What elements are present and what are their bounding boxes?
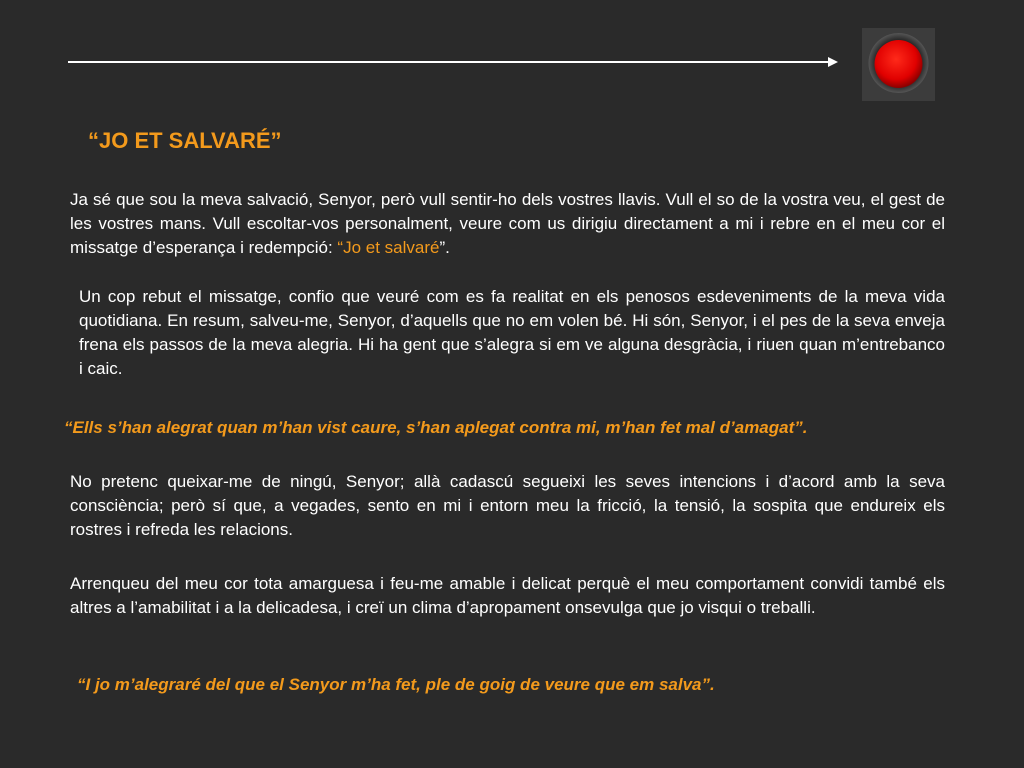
paragraph-1-tail: ”.: [439, 238, 450, 257]
paragraph-4: Arrenqueu del meu cor tota amarguesa i feu-me amable i delicat perquè el meu comportament convidi també els altres a l’amabilitat i a la delicadesa, i creï un clima d’apropament onsevulga que jo visqui o treballi.: [70, 574, 945, 617]
paragraph-2: Un cop rebut el missatge, confio que veuré com es fa realitat en els penosos esdeveniments de la meva vida quotidiana. En resum, salveu-me, Senyor, d’aquells que no em volen bé. Hi són, Senyor, i el pes de la seva enveja frena els passos de la meva alegria. Hi ha gent que s’alegra si em ve alguna desgràcia, i riuen quan m’entrebanco i caic.: [79, 287, 945, 378]
paragraph-1-highlight: “Jo et salvaré: [337, 238, 440, 257]
page-title: “JO ET SALVARÉ”: [88, 128, 282, 153]
paragraph-1: [70, 188, 945, 260]
paragraph-3: No pretenc queixar-me de ningú, Senyor; allà cadascú segueixi les seves intencions i d’acord amb la seva consciència; però sí que, a vegades, sento en mi i entorn meu la fricció, la tensió, la sospita que endureix els rostres i refreda les relacions.: [70, 472, 945, 539]
quote-2: “I jo m’alegraré del que el Senyor m’ha fet, ple de goig de veure que em salva”.: [77, 675, 715, 694]
red-stop-button-icon[interactable]: [862, 28, 935, 101]
right-arrow-icon: [68, 56, 838, 68]
quote-1: “Ells s’han alegrat quan m’han vist caure, s’han aplegat contra mi, m’han fet mal d’amagat”.: [64, 418, 808, 437]
paragraph-1-text: Ja sé que sou la meva salvació, Senyor, però vull sentir-ho dels vostres llavis. Vull el so de la vostra veu, el gest de les vostres mans. Vull escoltar-vos personalment, veure com us dirigiu directament a mi i rebre en el meu cor el missatge d’esperança i redempció:: [70, 190, 945, 257]
